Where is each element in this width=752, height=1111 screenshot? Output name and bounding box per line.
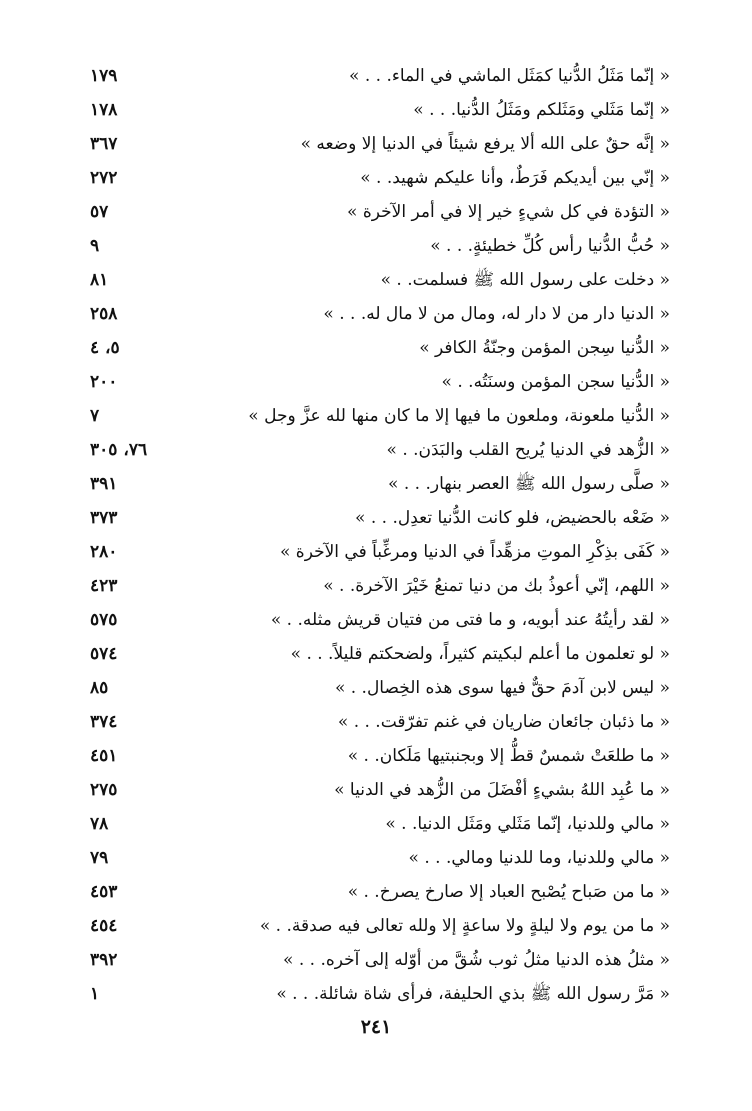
index-entry <box>90 910 670 944</box>
index-entry <box>90 60 670 94</box>
index-entry <box>90 196 670 230</box>
index-entry <box>90 944 670 978</box>
page-reference: ٢٠٠ <box>90 372 118 392</box>
hadith-text: « إنّي بين أيديكم فَرَطٌ، وأنا عليكم شهيد. . » <box>360 168 670 188</box>
index-entry <box>90 94 670 128</box>
page-number: ٢٤١ <box>360 1016 392 1038</box>
page-reference: ٣٩٢ <box>90 950 118 970</box>
hadith-text: « مَرَّ رسول الله ﷺ بذي الحليفة، فرأى شاة شائلة. . . » <box>276 984 670 1004</box>
hadith-text: « صلَّى رسول الله ﷺ العصر بنهار. . . » <box>388 474 670 494</box>
index-entry <box>90 536 670 570</box>
page-reference: ٣٧٤ <box>90 712 118 732</box>
page-reference: ٤٢٣ <box>90 576 118 596</box>
hadith-text: « مالي وللدنيا، إنّما مَثَلي ومَثَل الدنيا. . » <box>385 814 670 834</box>
page-reference: ٥٧٤ <box>90 644 118 664</box>
hadith-text: « حُبُّ الدُّنيا رأس كُلِّ خطيئةٍ. . . » <box>430 236 670 256</box>
index-entry <box>90 400 670 434</box>
hadith-text: « الدُّنيا ملعونة، وملعون ما فيها إلا ما كان منها لله عزَّ وجل » <box>248 406 670 426</box>
hadith-text: « ضَعْه بالحضيض، فلو كانت الدُّنيا تعدِل. . . » <box>355 508 670 528</box>
hadith-text: « مالي وللدنيا، وما للدنيا ومالي. . . » <box>408 848 670 868</box>
index-entry <box>90 468 670 502</box>
page-reference: ٧٨ <box>90 814 109 834</box>
index-entry <box>90 740 670 774</box>
hadith-text: « الزُّهد في الدنيا يُريح القلب والبَدَن. . » <box>386 440 670 460</box>
index-entry <box>90 264 670 298</box>
hadith-text: « كَفَى بذِكْرِ الموتِ مزهِّداً في الدنيا ومرغِّباً في الآخرة » <box>279 542 670 562</box>
index-entry <box>90 842 670 876</box>
page-reference: ٢٧٥ <box>90 780 118 800</box>
index-entry <box>90 774 670 808</box>
hadith-text: « ليس لابن آدمَ حقٌّ فيها سوى هذه الخِصال. . » <box>334 678 670 698</box>
index-entry <box>90 434 670 468</box>
index-entry <box>90 570 670 604</box>
page-reference: ١ <box>90 984 100 1004</box>
page-reference: ٥٧ <box>90 202 109 222</box>
index-entry <box>90 128 670 162</box>
page-reference: ٧٦، ٣٠٥ <box>90 440 148 460</box>
hadith-text: « ما طلعَتْ شمسٌ قطُّ إلا وبجنبتيها مَلَكان. . » <box>347 746 670 766</box>
page-reference: ٥٧٥ <box>90 610 118 630</box>
hadith-text: « ما من يوم ولا ليلةٍ ولا ساعةٍ إلا ولله تعالى فيه صدقة. . » <box>259 916 670 936</box>
page-reference: ٤٥٤ <box>90 916 118 936</box>
hadith-text: « إنّما مَثَلي ومَثَلكم ومَثَلُ الدُّنيا. . . » <box>413 100 670 120</box>
hadith-text: « لقد رأيتُهُ عند أبويه، و ما فتى من فتيان قريش مثله. . » <box>270 610 670 630</box>
page-reference: ٣٧٣ <box>90 508 118 528</box>
page-reference: ٩ <box>90 236 100 256</box>
index-entry <box>90 502 670 536</box>
page-reference: ١٧٩ <box>90 66 118 86</box>
hadith-text: « الدنيا دار من لا دار له، ومال من لا مال له. . . » <box>323 304 670 324</box>
page-reference: ٨٥ <box>90 678 109 698</box>
hadith-text: « ما عُبِد اللهُ بشيءٍ أفْضَلَ من الزُّهد في الدنيا » <box>334 780 670 800</box>
hadith-text: « ما ذئبان جائعان ضاريان في غنم تفرّقت. . . » <box>337 712 670 732</box>
index-entry <box>90 978 670 1012</box>
page-reference: ٣٦٧ <box>90 134 118 154</box>
page-reference: ٧٩ <box>90 848 109 868</box>
index-entry <box>90 366 670 400</box>
hadith-text: « إنَّه حقٌ على الله ألا يرفع شيئاً في الدنيا إلا وضعه » <box>300 134 670 154</box>
page-reference: ٢٧٢ <box>90 168 118 188</box>
hadith-text: « إنّما مَثَلُ الدُّنيا كمَثَل الماشي في الماء. . . » <box>349 66 670 86</box>
hadith-text: « مثلُ هذه الدنيا مثلُ ثوب شُقَّ من أوّله إلى آخره. . . » <box>283 950 670 970</box>
page-reference: ٧ <box>90 406 100 426</box>
page-reference: ٤٥١ <box>90 746 118 766</box>
index-entry <box>90 672 670 706</box>
index-entry <box>90 162 670 196</box>
hadith-text: « ما من صَباح يُصْبح العباد إلا صارخ يصرخ. . » <box>347 882 670 902</box>
hadith-text: « دخلت على رسول الله ﷺ فسلمت. . » <box>380 270 670 290</box>
hadith-text: « الدُّنيا سِجن المؤمن وجنّةُ الكافر » <box>419 338 670 358</box>
page-reference: ٨١ <box>90 270 109 290</box>
hadith-text: « الدُّنيا سجن المؤمن وسنَتُه. . » <box>441 372 670 392</box>
page-reference: ٤٥٣ <box>90 882 118 902</box>
page-reference: ٥، ٤ <box>90 338 120 358</box>
hadith-text: « لو تعلمون ما أعلم لبكيتم كثيراً، ولضحكتم قليلاً. . . » <box>290 644 670 664</box>
index-entry <box>90 230 670 264</box>
page-reference: ٣٩١ <box>90 474 118 494</box>
page-reference: ٢٨٠ <box>90 542 118 562</box>
hadith-text: « التؤدة في كل شيءٍ خير إلا في أمر الآخرة » <box>347 202 670 222</box>
hadith-index-list <box>90 60 670 1012</box>
index-entry <box>90 808 670 842</box>
index-entry <box>90 638 670 672</box>
page-reference: ١٧٨ <box>90 100 118 120</box>
index-entry <box>90 876 670 910</box>
index-entry <box>90 706 670 740</box>
page-reference: ٢٥٨ <box>90 304 118 324</box>
index-entry <box>90 332 670 366</box>
index-entry <box>90 298 670 332</box>
index-entry <box>90 604 670 638</box>
hadith-text: « اللهم، إنّي أعوذُ بك من دنيا تمنعُ خَيْرَ الآخرة. . » <box>323 576 670 596</box>
